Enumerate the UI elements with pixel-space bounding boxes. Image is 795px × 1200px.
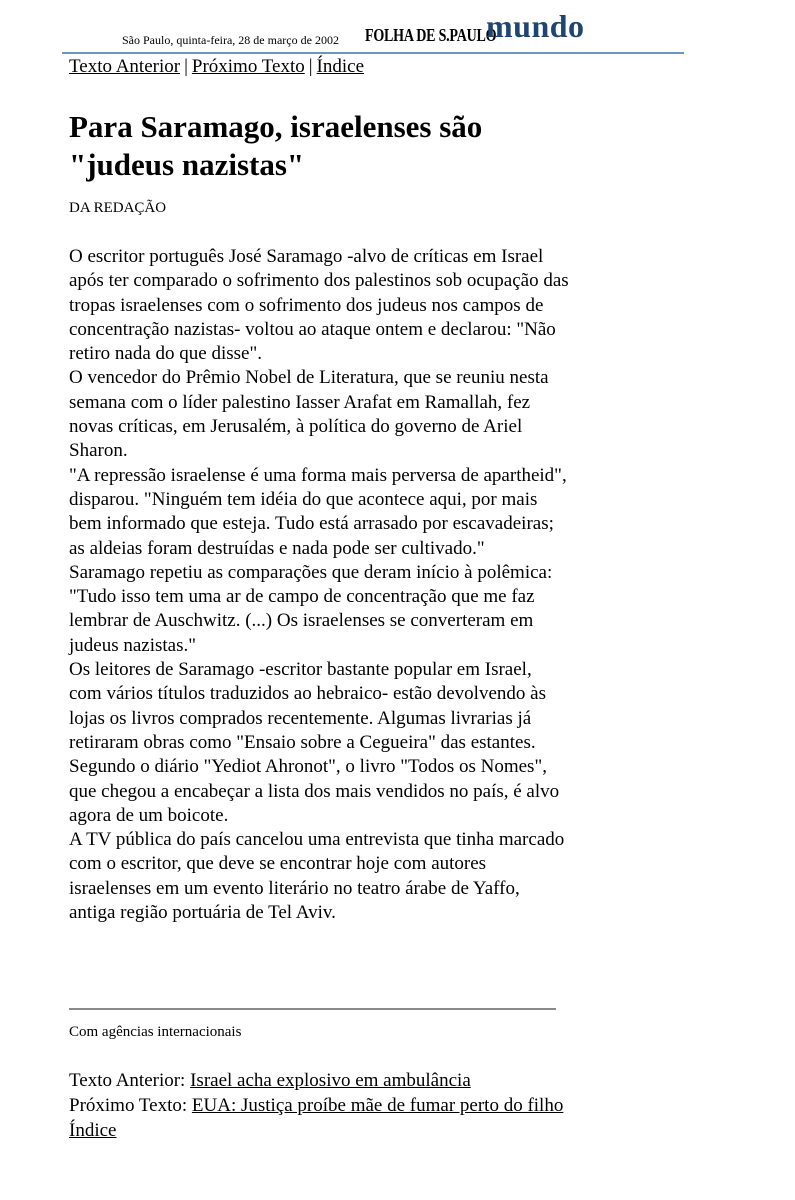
article-paragraph: O escritor português José Saramago -alvo de críticas em Israel após ter comparado o sofrimento dos palestinos sob ocupação das tropas israelenses com o sofrimento dos judeus nos campos de concentração nazistas- voltou ao ataque ontem e declarou: "Não retiro nada do que disse".	[69, 246, 569, 365]
top-nav	[69, 56, 364, 78]
footer-index	[69, 1118, 569, 1143]
index-link[interactable]: Índice	[316, 56, 365, 77]
next-label: Próximo Texto:	[69, 1095, 188, 1116]
article-paragraph: Segundo o diário "Yediot Ahronot", o livro "Todos os Nomes", que chegou a encabeçar a lista dos mais vendidos no país, é alvo agora de um boicote.	[69, 756, 560, 826]
footer-index-link[interactable]: Índice	[69, 1120, 117, 1141]
article-paragraph: "A repressão israelense é uma forma mais perversa de apartheid", disparou. "Ninguém tem idéia do que acontece aqui, por mais bem informado que esteja. Tudo está arrasado por escavadeiras; as aldeias foram destruídas e nada pode ser cultivado."	[69, 464, 567, 559]
next-text-link[interactable]: Próximo Texto	[191, 56, 305, 77]
nav-separator: |	[308, 56, 313, 77]
dateline: São Paulo, quinta-feira, 28 de março de 2002	[122, 33, 339, 47]
next-article-link[interactable]: EUA: Justiça proíbe mãe de fumar perto do filho	[191, 1095, 564, 1116]
byline: DA REDAÇÃO	[69, 200, 167, 216]
nav-separator: |	[184, 56, 188, 77]
article-paragraph: Saramago repetiu as comparações que deram início à polêmica: "Tudo isso tem uma ar de campo de concentração que me faz lembrar de Auschwitz. (...) Os israelenses se converteram em judeus nazistas."	[69, 561, 553, 656]
article-paragraph: A TV pública do país cancelou uma entrevista que tinha marcado com o escritor, que deve se encontrar hoje com autores israelenses em um evento literário no teatro árabe de Yaffo, antiga região portuária de Tel Aviv.	[69, 829, 565, 924]
newspaper-logo: FOLHA DE S.PAULO	[365, 25, 497, 45]
section-title: mundo	[486, 8, 585, 44]
divider	[69, 1008, 556, 1010]
footer-next	[69, 1093, 569, 1118]
previous-label: Texto Anterior:	[69, 1070, 186, 1091]
footer-previous	[69, 1068, 569, 1093]
headline-line-1: Para Saramago, israelenses são	[69, 109, 483, 144]
article-paragraph: O vencedor do Prêmio Nobel de Literatura, que se reuniu nesta semana com o líder palestino Iasser Arafat em Ramallah, fez novas críticas, em Jerusalém, à política do governo de Ariel Sharon.	[69, 367, 549, 462]
headline-line-2: "judeus nazistas"	[69, 147, 305, 182]
previous-article-link[interactable]: Israel acha explosivo em ambulância	[190, 1070, 471, 1091]
agency-credit: Com agências internacionais	[69, 1024, 242, 1040]
article-paragraph: Os leitores de Saramago -escritor bastante popular em Israel, com vários títulos traduzidos ao hebraico- estão devolvendo às lojas os livros comprados recentemente. Algumas livrarias já retiraram obras como "Ensaio sobre a Cegueira" das estantes.	[69, 659, 546, 753]
masthead	[62, 8, 684, 54]
previous-text-link[interactable]: Texto Anterior	[69, 56, 181, 77]
article-body	[69, 245, 569, 925]
footer-nav	[69, 1068, 569, 1143]
article-headline	[69, 108, 589, 184]
